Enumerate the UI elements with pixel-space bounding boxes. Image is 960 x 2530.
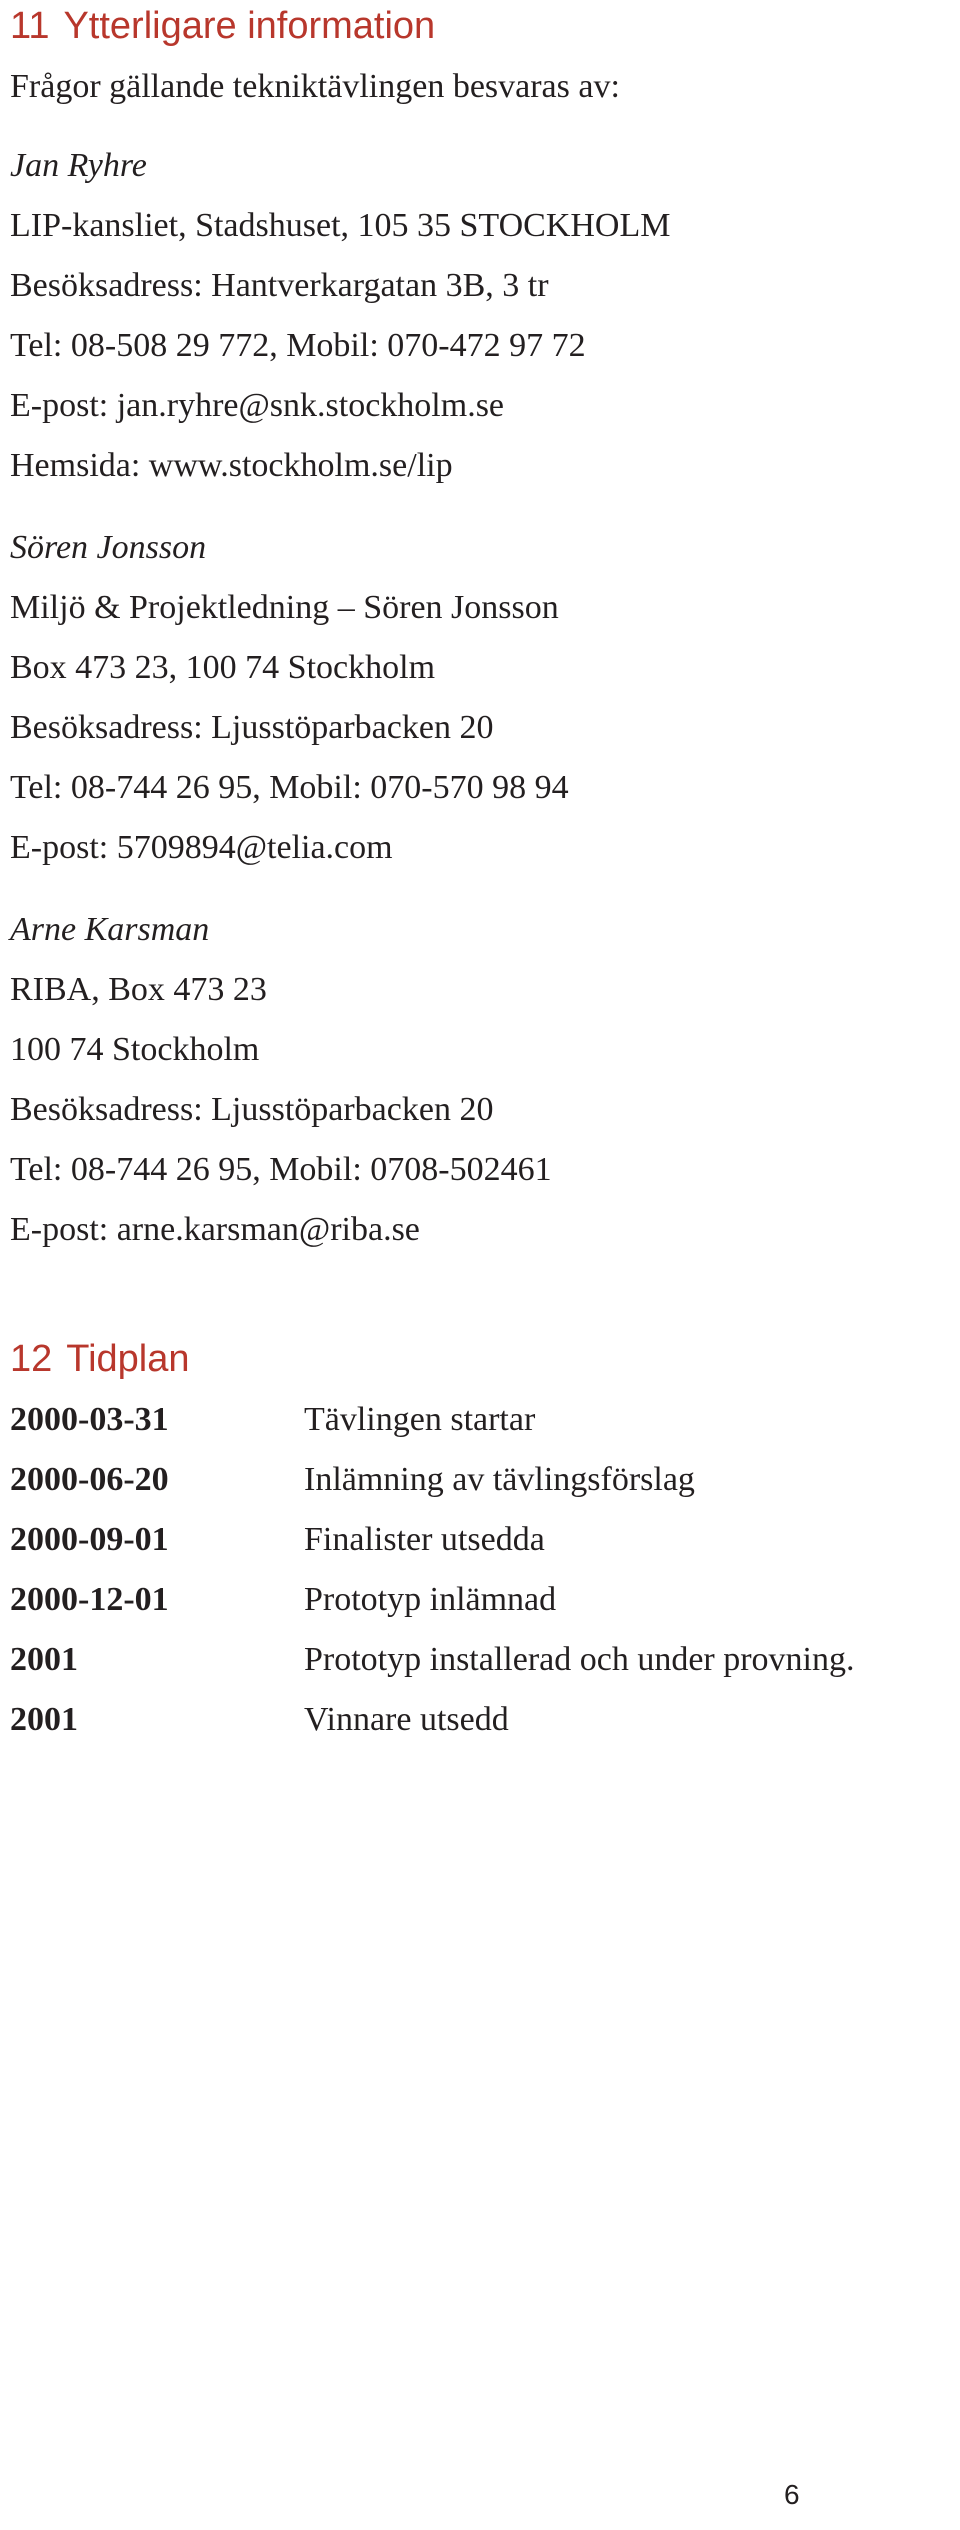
contact-3-visit-address: Besöksadress: Ljusstöparbacken 20 xyxy=(10,1091,494,1128)
contact-name-arne-karsman: Arne Karsman xyxy=(10,911,210,948)
schedule-event: Inlämning av tävlingsförslag xyxy=(304,1461,695,1498)
section-11-intro: Frågor gällande tekniktävlingen besvaras av: xyxy=(10,68,620,105)
schedule-event: Prototyp installerad och under provning. xyxy=(304,1641,855,1678)
contact-1-address: LIP-kansliet, Stadshuset, 105 35 STOCKHOLM xyxy=(10,207,671,244)
schedule-row xyxy=(10,1457,960,1505)
contact-2-address: Box 473 23, 100 74 Stockholm xyxy=(10,649,436,686)
schedule-date: 2001 xyxy=(10,1701,78,1738)
schedule-event: Tävlingen startar xyxy=(304,1401,536,1438)
contact-2-visit-address: Besöksadress: Ljusstöparbacken 20 xyxy=(10,709,494,746)
contact-1-visit-address: Besöksadress: Hantverkargatan 3B, 3 tr xyxy=(10,267,549,304)
schedule-date: 2001 xyxy=(10,1641,78,1678)
contact-3-city: 100 74 Stockholm xyxy=(10,1031,260,1068)
section-11-title: Ytterligare information xyxy=(63,5,436,47)
schedule-row xyxy=(10,1397,960,1445)
contact-1-email: E-post: jan.ryhre@snk.stockholm.se xyxy=(10,387,505,424)
contact-1-website: Hemsida: www.stockholm.se/lip xyxy=(10,447,453,484)
section-11-number: 11 xyxy=(10,5,50,47)
schedule-row xyxy=(10,1697,960,1745)
schedule-row xyxy=(10,1577,960,1625)
contact-3-email: E-post: arne.karsman@riba.se xyxy=(10,1211,420,1248)
schedule-event: Finalister utsedda xyxy=(304,1521,545,1558)
page-number: 6 xyxy=(784,2479,800,2510)
schedule-date: 2000-06-20 xyxy=(10,1461,169,1498)
section-12-title: Tidplan xyxy=(66,1338,190,1380)
contact-2-company: Miljö & Projektledning – Sören Jonsson xyxy=(10,589,559,626)
section-12-number: 12 xyxy=(10,1338,53,1380)
schedule-row xyxy=(10,1517,960,1565)
schedule-event: Prototyp inlämnad xyxy=(304,1581,557,1618)
contact-name-jan-ryhre: Jan Ryhre xyxy=(10,147,147,184)
contact-name-soren-jonsson: Sören Jonsson xyxy=(10,529,207,566)
contact-2-phone: Tel: 08-744 26 95, Mobil: 070-570 98 94 xyxy=(10,769,569,806)
schedule-date: 2000-03-31 xyxy=(10,1401,169,1438)
schedule-row xyxy=(10,1637,960,1685)
contact-3-phone: Tel: 08-744 26 95, Mobil: 0708-502461 xyxy=(10,1151,552,1188)
contact-1-phone: Tel: 08-508 29 772, Mobil: 070-472 97 72 xyxy=(10,327,586,364)
contact-3-company: RIBA, Box 473 23 xyxy=(10,971,267,1008)
schedule-event: Vinnare utsedd xyxy=(304,1701,509,1738)
section-12-heading xyxy=(10,1335,190,1383)
contact-2-email: E-post: 5709894@telia.com xyxy=(10,829,393,866)
schedule-date: 2000-09-01 xyxy=(10,1521,169,1558)
schedule-date: 2000-12-01 xyxy=(10,1581,169,1618)
section-11-heading xyxy=(10,2,435,50)
